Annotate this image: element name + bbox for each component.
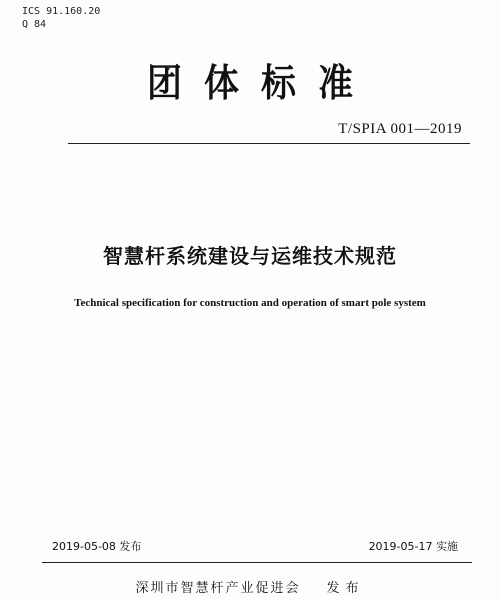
implementation-date: 2019-05-17 实施 bbox=[368, 540, 458, 553]
bottom-divider bbox=[42, 562, 472, 563]
top-divider bbox=[68, 143, 470, 144]
publisher-line bbox=[0, 577, 500, 596]
ccs-code: Q 84 bbox=[22, 19, 47, 30]
publish-action: 发布 bbox=[326, 581, 365, 596]
publisher-name: 深圳市智慧杆产业促进会 bbox=[135, 581, 301, 596]
issue-date: 2019-05-08 发布 bbox=[52, 540, 142, 553]
document-title-english: Technical specification for construction and operation of smart pole system bbox=[74, 297, 426, 309]
document-title-chinese: 智慧杆系统建设与运维技术规范 bbox=[103, 244, 397, 268]
ics-code: ICS 91.160.20 bbox=[22, 6, 101, 17]
classification-codes bbox=[22, 5, 100, 31]
standard-number: T/SPIA 001—2019 bbox=[338, 121, 462, 137]
document-type-heading: 团体标准 bbox=[146, 61, 376, 105]
